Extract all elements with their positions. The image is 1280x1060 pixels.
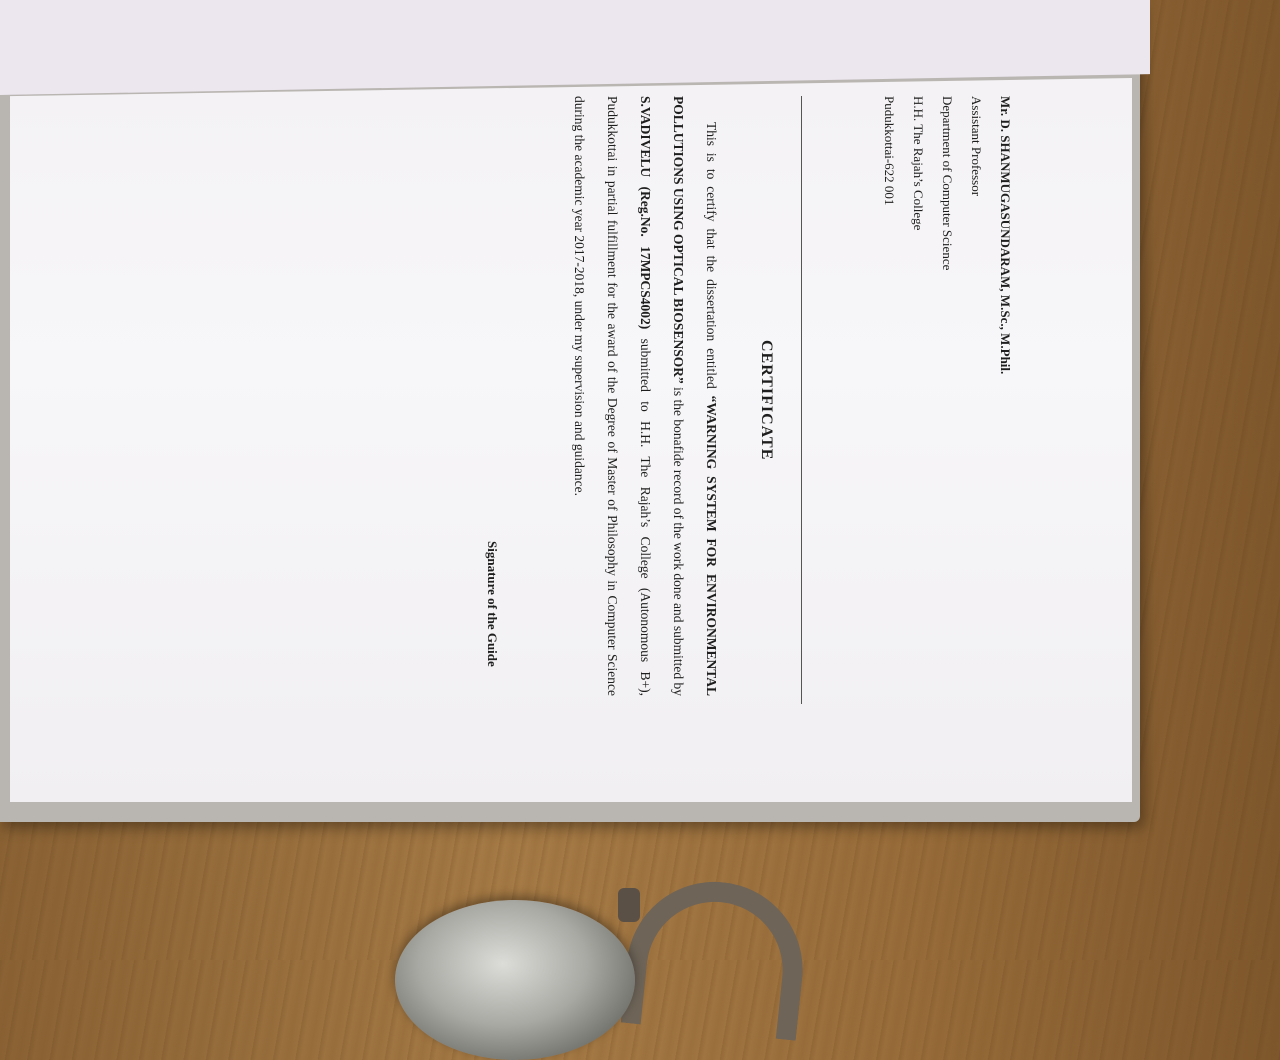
guide-college: H.H. The Rajah’s College	[911, 96, 926, 231]
body-rest: submitted to H.H. The Rajah’s College (Autonomous B+), Pudukkottai in partial fulfillment for the award of the Degree of Master of Philosophy in Computer Science during the academic year 2017-2018, under my supervision and guidance.	[572, 96, 653, 696]
certificate-title: CERTIFICATE	[758, 340, 775, 461]
guide-designation: Assistant Professor	[969, 96, 984, 197]
guide-name: Mr. D. SHANMUGASUNDARAM, M.Sc., M.Phil.	[998, 96, 1013, 375]
padlock-shackle	[621, 873, 812, 1041]
guide-department: Department of Computer Science	[940, 96, 955, 271]
student-name: S.VADIVELU (Reg.No. 17MPCS4002)	[638, 96, 653, 330]
padlock-body	[395, 900, 635, 1060]
guide-address-block	[875, 96, 1020, 374]
body-mid: is the bonafide record of the work done and submitted by	[671, 387, 686, 696]
body-intro: This is to certify that the dissertation entitled	[704, 122, 719, 389]
guide-city: Pudukkottai-622 001	[882, 96, 897, 206]
signature-label: Signature of the Guide	[485, 541, 500, 667]
padlock-shackle-tip	[618, 888, 640, 922]
certificate-body	[563, 96, 728, 696]
divider-line	[801, 96, 802, 704]
project-title: “WARNING SYSTEM FOR ENVIRONMENTAL POLLUTIONS USING OPTICAL BIOSENSOR”	[671, 96, 719, 696]
certificate-document	[480, 96, 1020, 716]
